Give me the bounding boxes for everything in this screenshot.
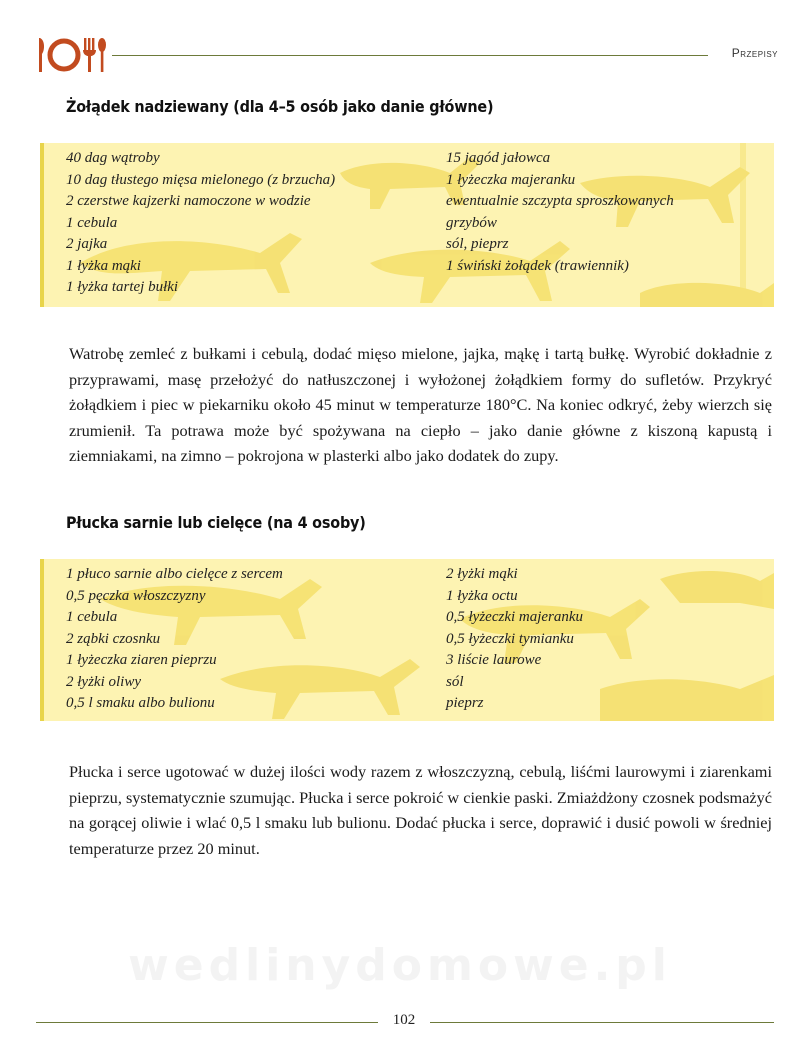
ingredient: 3 liście laurowe [446,652,542,668]
ingredients-box [40,559,774,721]
ingredient: 1 świński żołądek (trawiennik) [446,257,629,274]
ingredient: 2 ząbki czosnku [66,630,161,647]
ingredient: 40 dag wątroby [66,150,160,166]
recipe-title: Płucka sarnie lub cielęce (na 4 osoby) [66,513,366,532]
footer-rule [430,1022,774,1023]
ingredient: 1 cebula [66,214,118,231]
ingredient: 0,5 łyżeczki tymianku [446,630,574,647]
ingredient: 2 jajka [66,236,108,252]
ingredient: 1 łyżka octu [446,587,518,604]
header-rule [112,55,708,56]
ingredient: 1 łyżka mąki [66,257,141,274]
ingredient: 15 jagód jałowca [446,150,551,166]
ingredient: grzybów [446,214,497,231]
ingredient: 10 dag tłustego mięsa mielonego (z brzucha) [66,171,336,188]
page-number: 102 [392,1012,416,1028]
recipe-method: Watrobę zemleć z bułkami i cebulą, dodać mięso mielone, jajka, mąkę i tartą bułkę. Wyrobić dokładnie z przyprawami, masę przełożyć do natłuszczonej i wyłożonej żołądkiem formy do sufletów. Przykryć żołądkiem i piec w piekarniku około 45 minut w temperaturze 180°C. Na koniec odkryć, żeby wierzch się zrumienił. Ta potrawa może być spożywana na ciepło – jako danie główne z kiszoną kapustą i ziemniakami, na zimno – pokrojona w plasterki albo jako dodatek do zupy. [69,344,772,466]
ingredient: 1 łyżka tartej bułki [66,279,179,295]
ingredient: 1 łyżeczka majeranku [446,171,576,188]
ingredient: 2 czerstwe kajzerki namoczone w wodzie [66,193,311,209]
ingredient: 2 łyżki mąki [446,566,518,582]
ingredient: ewentualnie szczypta sproszkowanych [446,193,674,209]
section-label: Przepisy [731,46,778,60]
ingredients-right [446,564,583,715]
box-accent-rule [40,559,44,721]
ingredient: sól [446,673,464,690]
ingredient: 2 łyżki oliwy [66,673,141,690]
ingredient: 0,5 łyżeczki majeranku [446,609,584,625]
ingredients-box [40,143,774,307]
recipe-title: Żołądek nadziewany (dla 4–5 osób jako danie główne) [66,97,494,116]
ingredient: pieprz [446,695,484,711]
ingredient: 0,5 pęczka włoszczyzny [66,587,206,604]
footer-rule [36,1022,378,1023]
watermark: wedlinydomowe.pl [128,940,672,991]
ingredient: 1 cebula [66,609,118,625]
ingredient: sól, pieprz [446,236,509,252]
recipe-method: Płucka i serce ugotować w dużej ilości wody razem z włoszczyzną, cebulą, liśćmi laurowymi i ziarenkami pieprzu, systematycznie szumując. Płucka i serce pokroić w cienkie paski. Zmiażdżony czosnek podsmażyć na gorącej oliwie i wlać 0,5 l smaku lub bulionu. Dodać płucka i serce, doprawić i dusić powoli w średniej temperaturze przez 20 minut. [69,762,773,858]
ingredient: 0,5 l smaku albo bulionu [66,695,215,711]
ingredients-left [66,148,335,299]
box-accent-rule [40,143,44,307]
ingredient: 1 płuco sarnie albo cielęce z sercem [66,566,283,582]
ingredient: 1 łyżeczka ziaren pieprzu [66,652,217,668]
ingredients-right [446,148,674,277]
page-header [36,34,778,74]
ingredients-left [66,564,283,715]
cutlery-plate-icon [36,34,108,74]
